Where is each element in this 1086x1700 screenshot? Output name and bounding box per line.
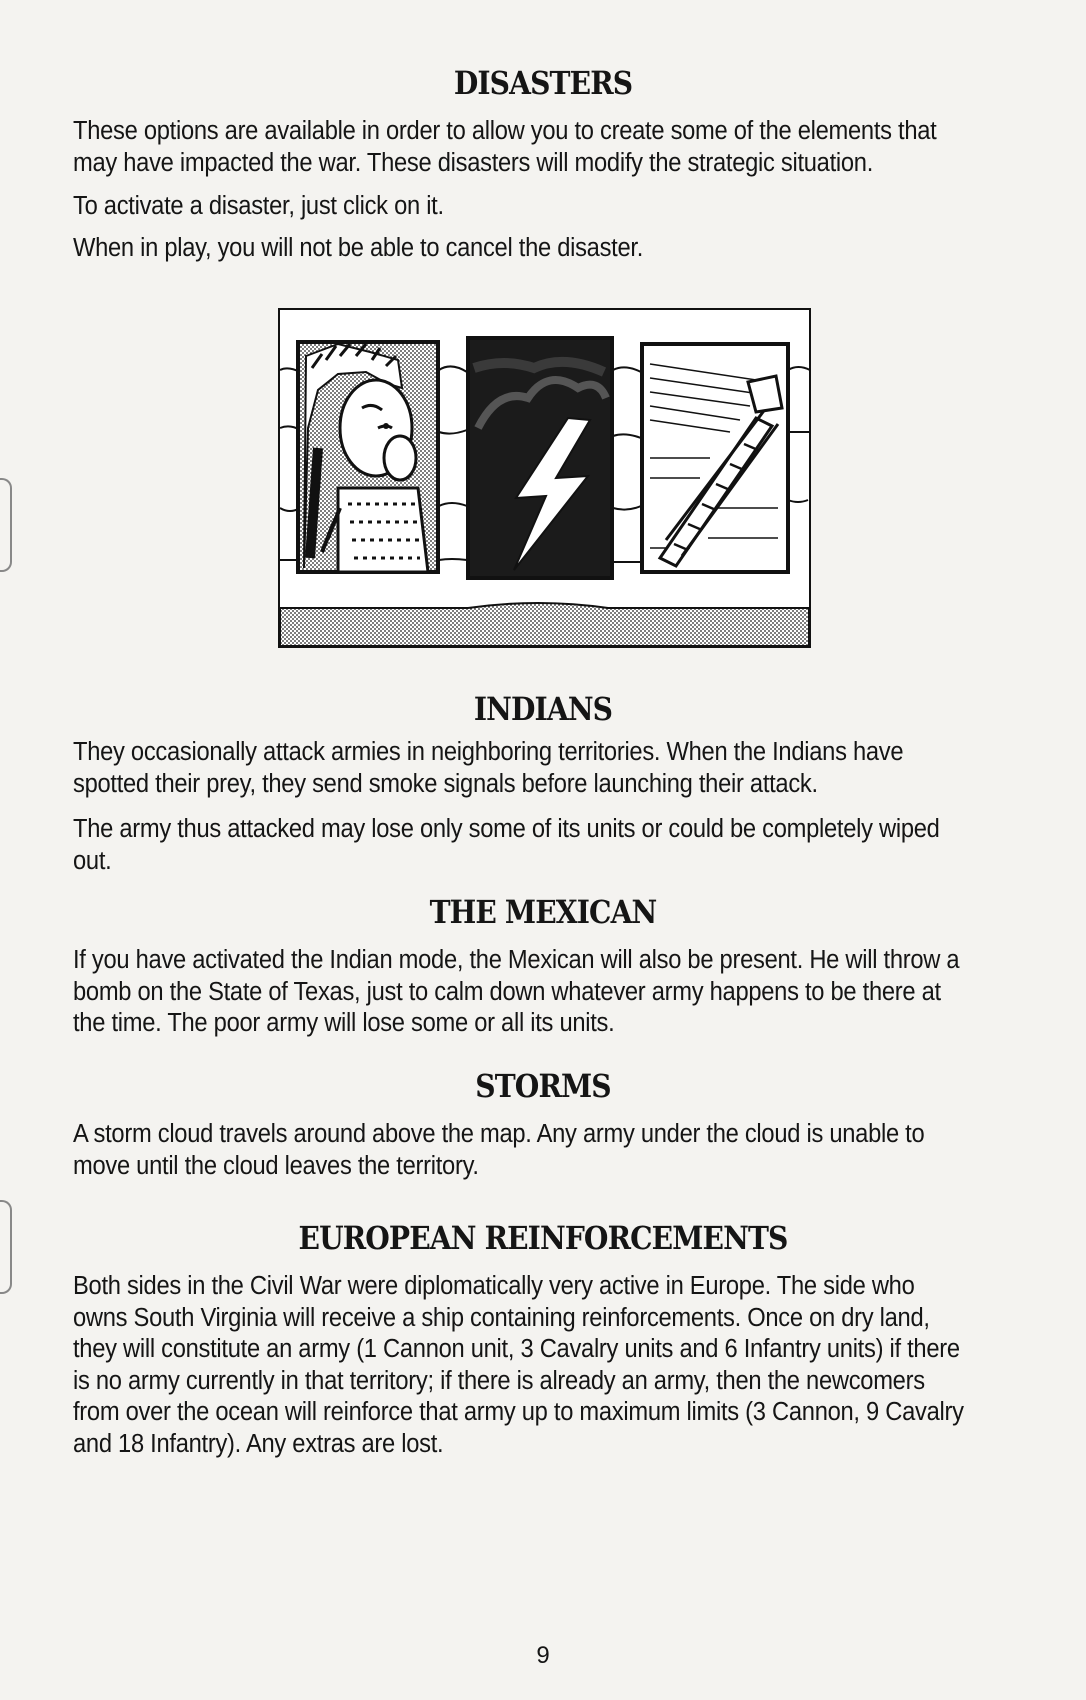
european-reinforcements-paragraph: Both sides in the Civil War were diplomatically very active in Europe. The side who owns South Virginia will receive a ship containing reinforcements. Once on dry land, they will constitute an army (1 Cannon unit, 3 Cavalry units and 6 Infantry units) if there is no army currently in that territory; if there is already an army, then the newcomers from over the ocean will reinforce that army up to maximum limits (3 Cannon, 9 Cavalry and 18 Infantry). Any extras are lost.: [73, 1272, 964, 1458]
indians-heading: INDIANS: [473, 690, 613, 728]
staple: [0, 1200, 12, 1294]
disasters-heading: DISASTERS: [453, 64, 633, 102]
lightning-icon: [468, 338, 612, 578]
disasters-illustration: [278, 308, 811, 648]
staple: [0, 478, 12, 572]
indians-paragraph-1: They occasionally attack armies in neighboring territories. When the Indians have spotted their prey, they send smoke signals before launching their attack.: [73, 738, 904, 798]
mexican-heading: THE MEXICAN: [429, 893, 657, 931]
storms-paragraph: A storm cloud travels around above the map. Any army under the cloud is unable to move until the cloud leaves the territory.: [73, 1120, 925, 1180]
disasters-paragraph-1: These options are available in order to allow you to create some of the elements that may have impacted the war. These disasters will modify the strategic situation.: [73, 117, 937, 177]
disasters-paragraph-2: To activate a disaster, just click on it.: [73, 192, 444, 220]
european-reinforcements-heading: EUROPEAN REINFORCEMENTS: [298, 1219, 788, 1257]
storms-heading: STORMS: [475, 1067, 611, 1105]
indians-paragraph-2: The army thus attacked may lose only some of its units or could be completely wiped out.: [73, 815, 940, 875]
bridge-icon: [642, 344, 788, 572]
mexican-paragraph: If you have activated the Indian mode, the Mexican will also be present. He will throw a bomb on the State of Texas, just to calm down whatever army happens to be there at the time. The poor army will lose some or all its units.: [73, 946, 960, 1037]
indian-icon: [298, 342, 438, 572]
disasters-paragraph-3: When in play, you will not be able to cancel the disaster.: [73, 234, 644, 262]
page-number: 9: [536, 1642, 550, 1669]
